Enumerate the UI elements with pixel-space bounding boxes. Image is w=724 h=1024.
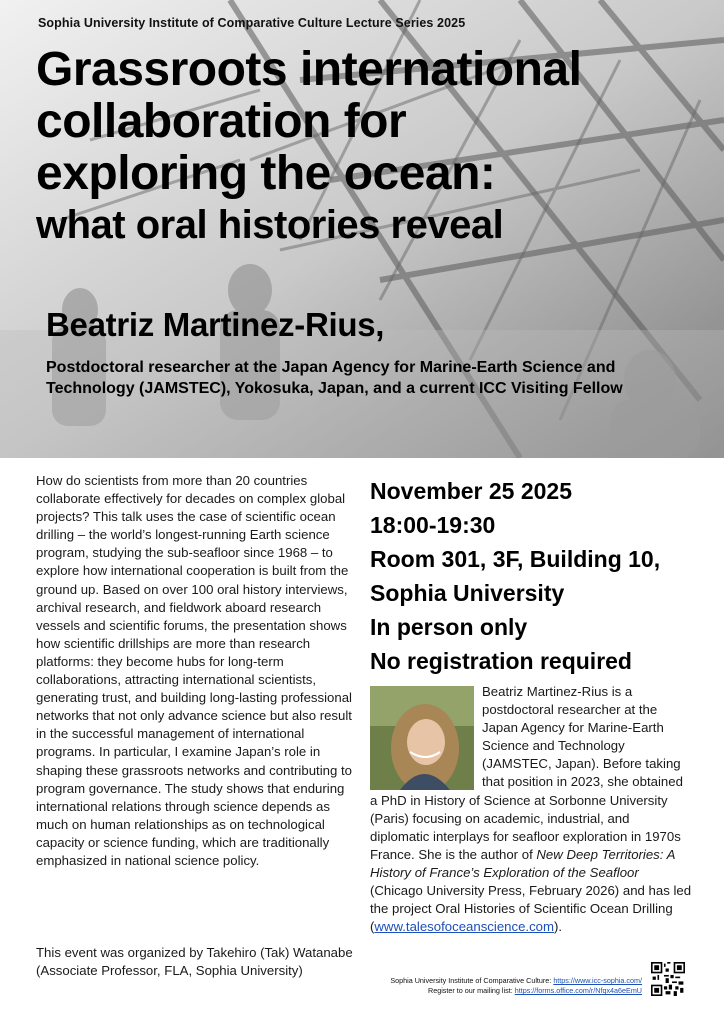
lecture-series-label: Sophia University Institute of Comparative Culture Lecture Series 2025 [38, 16, 466, 30]
event-time: 18:00-19:30 [370, 512, 496, 538]
event-registration-note: No registration required [370, 648, 632, 674]
lecture-subtitle: what oral histories reveal [36, 203, 504, 247]
speaker-name: Beatriz Martinez-Rius, [46, 306, 385, 343]
footer-icc-label: Sophia University Institute of Comparative Culture: [390, 976, 554, 985]
title-line: Grassroots international [36, 43, 582, 96]
lecture-title [36, 44, 696, 250]
speaker-affiliation: Postdoctoral researcher at the Japan Agency for Marine-Earth Science and Technology (JAMSTEC), Yokosuka, Japan, and a current ICC Visiting Fellow [46, 359, 623, 397]
qr-code-icon[interactable] [651, 962, 685, 996]
event-details [370, 474, 710, 678]
icc-website-link[interactable]: https://www.icc-sophia.com/ [553, 976, 642, 985]
bio-text-end: ). [554, 919, 563, 935]
project-website-link[interactable]: www.talesofoceanscience.com [374, 919, 554, 935]
organizer-note: This event was organized by Takehiro (Tak) Watanabe (Associate Professor, FLA, Sophia University) [36, 945, 353, 979]
title-line: collaboration for [36, 95, 407, 148]
event-attendance-mode: In person only [370, 614, 528, 640]
title-line: exploring the ocean: [36, 147, 496, 200]
event-date: November 25 2025 [370, 478, 573, 504]
speaker-bio [370, 683, 692, 936]
bio-text: Beatriz Martinez-Rius is a postdoctoral researcher at the Japan Agency for Marine-Earth Science and Technology (JAMSTEC, Japan). Before taking that position in 2023, she obtained a PhD in History of Science at Sorbonne University (Paris) focusing on academic, industrial, and diplomatic interplays for seafloor exploration in 1970s France. She is the author of [370, 684, 683, 862]
hero-banner [0, 0, 724, 458]
book-title: New Deep Territories: A History of France’s Exploration of the Seafloor [370, 846, 675, 880]
event-venue-university: Sophia University [370, 580, 565, 606]
lecture-abstract: How do scientists from more than 20 countries collaborate effectively for decades on complex global projects? This talk uses the case of scientific ocean drilling – the world’s longest-running Earth science program, studying the sub-seafloor since 1968 – to explore how international cooperation is built from the ground up. Based on over 100 oral history interviews, archival research, and fieldwork aboard research vessels and scientific forums, the presentation shows how scientific drillships are more than research platforms: they become hubs for long-term collaborations, attracting international scientists, generating trust, and building long-lasting professional networks that not only advance science but also result in the successful management of international programs. In particular, I examine Japan’s role in shaping these grassroots networks and contributing to program governance. The study shows that enduring international relations through science depends as much on human relationships as on technological capacity or science funding, which are traditionally emphasized in national science policy. [36, 473, 352, 868]
footer-links [360, 976, 642, 996]
event-venue: Room 301, 3F, Building 10, [370, 546, 661, 572]
footer-mailing-label: Register to our mailing list: [428, 986, 515, 995]
bio-text-continued: (Chicago University Press, February 2026) and has led the project Oral Histories of Scientific Ocean Drilling ( [370, 883, 692, 935]
mailing-list-link[interactable]: https://forms.office.com/r/Nfqx4a6eEmU [514, 986, 642, 995]
